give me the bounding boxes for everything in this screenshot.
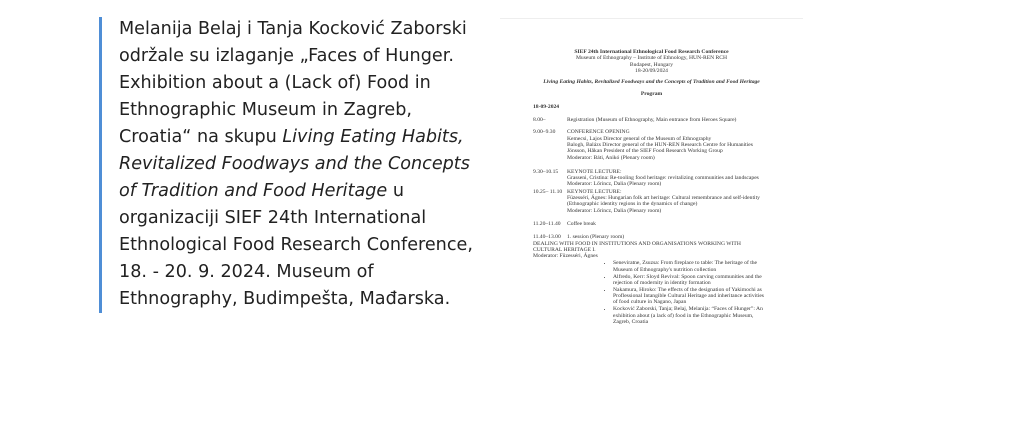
doc-date: 18-09-2024 <box>533 103 560 110</box>
schedule-row: 11.40–13.00 1. session (Plenary room) <box>533 234 625 241</box>
doc-subtitle: Living Eating Habits, Revitalized Foodways and the Concepts of Tradition and Food Heritage <box>543 79 760 86</box>
conference-title: Living Eating Habits, Revitalized Foodways and the Concepts of Tradition and Food Heritage <box>119 127 470 201</box>
list-item: • Kocković Zaborski, Tanja; Belaj, Melanija: “Faces of Hunger”: An exhibition about (a lack of) food in the Ethnographic Museum, Zagreb, Croatia <box>613 306 769 325</box>
schedule-row: 8.00– Registration (Museum of Ethnography, Main entrance from Heroes Square) <box>533 117 737 124</box>
schedule-block: 9.30–10.15 KEYNOTE LECTURE: Grasseni, Cristina: Re-tooling food heritage: revitalizing communities and landscapes Moderator: Lőrincz, Dalia (Plenary room) <box>533 168 759 188</box>
blockquote-accent-bar <box>99 17 102 313</box>
paragraph-text-part2: u organizaciji SIEF 24th International Ethnological Food Research Conference, 18. - 20. 9. 2024. Museum of Ethnography, Budimpešta, Mađarska. <box>119 181 473 309</box>
schedule-block: 9.00–9.30 CONFERENCE OPENING Kemecsi, Lajos Director general of the Museum of Ethnography Balogh, Balázs Director general of the HUN-REN Research Centre for Humanities Jönsson, Håkan President of the SIEF Food Research Working Group Moderator: Báti, Anikó (Plenary room) <box>533 129 753 161</box>
schedule-row: 11.20–11.40 Coffee break <box>533 220 596 227</box>
news-paragraph <box>119 16 481 313</box>
session-moderator: Moderator: Füzesséri, Ágnes <box>533 253 598 260</box>
doc-header-line: SIEF 24th International Ethnological Food Research Conference <box>574 49 729 55</box>
doc-program-heading: Program <box>640 91 663 98</box>
doc-header-line: Museum of Ethnography – Institute of Ethnology, HUN-REN RCH <box>575 55 728 62</box>
conference-program-image[interactable] <box>500 18 803 337</box>
session-title: DEALING WITH FOOD IN INSTITUTIONS AND ORGANISATIONS WORKING WITH CULTURAL HERITAGE I. <box>533 240 741 253</box>
schedule-block: 10.25– 11.10 KEYNOTE LECTURE: Füzesséri, Ágnes: Hungarian folk art heritage: Cultural remembrance and self-identity (Ethnographic identity regions in the dynamics of change) Moderator: Lőrincz, Dalia (Plenary room) <box>533 188 760 214</box>
paragraph-text-part1: Melanija Belaj i Tanja Kocković Zaborski održale su izlaganje „Faces of Hunger. Exhibition about a (Lack of) Food in Ethnographic Museum in Zagreb, Croatia“ na skupu <box>119 19 467 147</box>
list-item: • Seneviratne, Zsuzsa: From fireplace to table: The heritage of the Museum of Ethnography's nutrition collection <box>613 260 769 273</box>
list-item: • Alfredo, Kerr: Sloyd Revival: Spoon carving communities and the rejection of modernity in identity formation <box>613 274 769 287</box>
talk-list <box>533 260 769 325</box>
doc-header-line: 18-20/09/2024 <box>635 67 668 74</box>
list-item: • Nakamura, Hiroko: The effects of the designation of Yakimochi as Proflessional Intangible Cultural Heritage and inheritance activities of food culture in Nagano, Japan <box>613 287 769 306</box>
doc-header-line: Budapest, Hungary <box>629 61 674 68</box>
